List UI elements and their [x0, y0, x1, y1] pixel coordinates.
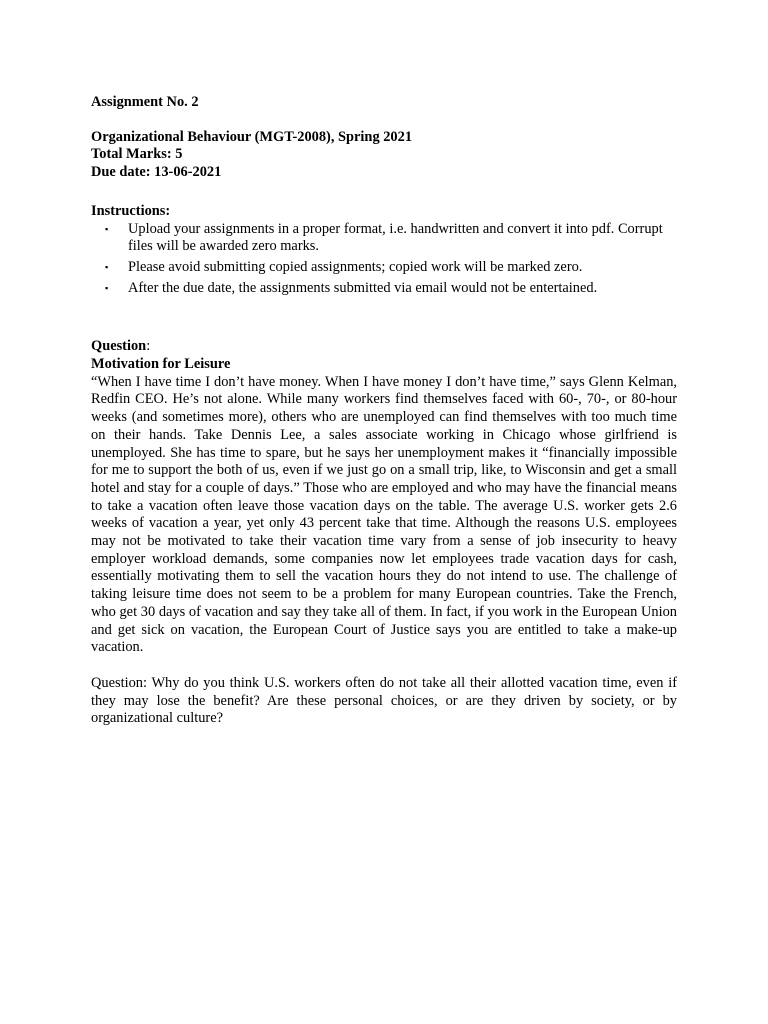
- instruction-text: After the due date, the assignments submitted via email would not be entertained.: [128, 279, 598, 296]
- instruction-text: Upload your assignments in a proper format, i.e. handwritten and convert it into pdf. Corrupt files will be awarded zero marks.: [128, 220, 663, 255]
- bullet-icon: ▪: [105, 261, 109, 272]
- question-prompt: Question: Why do you think U.S. workers often do not take all their allotted vacation time, even if they may lose the benefit? Are these personal choices, or are they driven by society, or by organizational culture?: [91, 674, 677, 727]
- instruction-item: [91, 280, 677, 298]
- instruction-item: [91, 259, 677, 277]
- bullet-icon: ▪: [105, 282, 109, 293]
- instruction-item: [91, 221, 677, 256]
- course-title: Organizational Behaviour (MGT-2008), Spring 2021: [91, 128, 413, 145]
- question-colon: :: [146, 338, 151, 355]
- instruction-text: Please avoid submitting copied assignments; copied work will be marked zero.: [128, 258, 583, 275]
- case-paragraph: “When I have time I don’t have money. When I have money I don’t have time,” says Glenn Kelman, Redfin CEO. He’s not alone. While many workers find themselves faced with 60-, 70-, or 80-hour weeks (and sometimes more), others who are unemployed can find themselves with too much time on their hands. Take Dennis Lee, a sales associate working in Chicago whose girlfriend is unemployed. She has time to spare, but he says her unemployment makes it “financially impossible for me to support the both of us, even if we just go on a small trip, like, to Wisconsin and get a small hotel and stay for a couple of days.” Those who are employed and who may have the financial means to take a vacation often leave those vacation days on the table. The average U.S. worker gets 2.6 weeks of vacation a year, yet only 43 percent take that time. Although the reasons U.S. employees may not be motivated to take their vacation time vary from a sense of job insecurity to heavy employer workload demands, some companies now let employees trade vacation days for cash, essentially motivating them to sell the vacation hours they do not intend to use. The challenge of taking leisure time does not seem to be a problem for many European countries. Take the French, who get 30 days of vacation and say they take all of them. In fact, if you work in the European Union and get sick on vacation, the European Court of Justice says you are entitled to take a make-up vacation.: [91, 373, 677, 656]
- instructions-heading: Instructions:: [91, 202, 171, 219]
- assignment-title: Assignment No. 2: [91, 94, 199, 110]
- instructions-list: [91, 221, 677, 298]
- case-title: Motivation for Leisure: [91, 356, 231, 373]
- bullet-icon: ▪: [105, 223, 109, 234]
- due-date: Due date: 13-06-2021: [91, 164, 222, 181]
- total-marks: Total Marks: 5: [91, 146, 183, 163]
- question-label: Question: [91, 338, 147, 355]
- question-label-line: [91, 338, 677, 356]
- document-page: [91, 94, 677, 728]
